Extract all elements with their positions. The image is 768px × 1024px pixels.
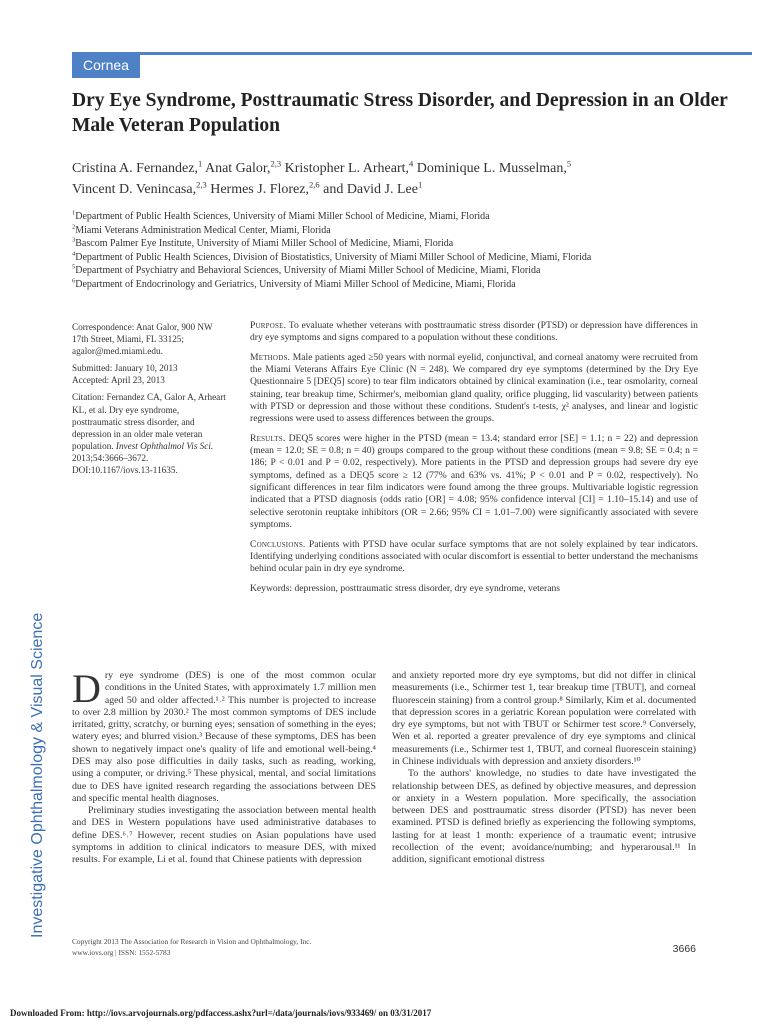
affiliation-text: Miami Veterans Administration Medical Center, Miami, Florida [75,224,331,236]
abstract-results [250,433,698,532]
author: Vincent D. Venincasa, [72,182,197,197]
author-affil-sup: 2,6 [308,179,320,190]
article-title: Dry Eye Syndrome, Posttraumatic Stress Disorder, and Depression in an Older Male Veteran Population [72,90,728,136]
submitted-date: Submitted: January 10, 2013 [72,363,178,374]
abstract-label: Methods. [250,351,291,363]
affiliation-sup: 5 [72,264,76,272]
affiliation [72,237,752,251]
author: Dominique L. Musselman, [416,161,567,176]
author-affil-sup: 1 [417,179,423,190]
author: Kristopher L. Arheart, [284,161,410,176]
affiliation-sup: 4 [72,250,76,258]
download-notice: Downloaded From: http://iovs.arvojournals.org/pdfaccess.ashx?url=/data/journals/iovs/933469/ on 03/31/2017 [10,1008,432,1018]
abstract-label: Results. [250,432,286,444]
citation-journal: Invest Ophthalmol Vis Sci. [115,440,214,451]
body-column-right [392,670,696,867]
abstract-text: To evaluate whether veterans with posttraumatic stress disorder (PTSD) or depression have differences in dry eye symptoms and signs compared to a population without these conditions. [250,320,698,344]
drop-cap: D [72,666,101,711]
top-rule [72,52,752,55]
author: Hermes J. Florez, [210,182,309,197]
keywords: Keywords: depression, posttraumatic stress disorder, dry eye syndrome, veterans [250,582,561,594]
affiliation [72,224,752,238]
author: Anat Galor, [204,161,271,176]
article-meta [72,321,230,481]
affiliation [72,264,752,278]
body-paragraph: To the authors' knowledge, no studies to date have investigated the relationship between DES, as defined by objective measures, and depression or anxiety in a Western population. More specifically, the association between DES and posttraumatic stress disorder (PTSD) has never been examined. PTSD is defined briefly as experiencing the following symptoms, lasting for at least 1 month: experience of a traumatic event; intrusive recollection of the event; avoidance/numbing; and hyperarousal.¹¹ In addition, significant emotional distress [392,768,696,866]
page-number: 3666 [672,943,696,955]
author-affil-sup: 2,3 [270,158,282,169]
affiliation [72,210,752,224]
affiliation-text: Department of Public Health Sciences, University of Miami Miller School of Medicine, Miami, Florida [75,211,490,222]
copyright-footer [72,936,472,958]
abstract-text: DEQ5 scores were higher in the PTSD (mean = 13.4; standard error [SE] = 1.1; n = 22) and depression (mean = 12.0; SE = 0.8; n = 40) groups compared to the group without these conditions (mean = 9.8; SE = 0.4; n = 186; P < 0.01 and P = 0.02, respectively). More patients in the PTSD and depression groups had severe dry eye symptoms, defined as a DEQ5 score ≥ 12 (77% and 63% vs. 41%; P < 0.01 and P = 0.02, respectively). No significant differences in tear film indicators were found among the three groups. Multivariable logistic regression indicated that a PTSD diagnosis (odds ratio [OR] = 4.08; 95% confidence interval [CI] = 1.10–15.14) and use of selective serotonin reuptake inhibitors (OR = 2.66; 95% CI = 1.01–7.00) were significantly associated with severe symptoms. [250,432,698,531]
citation-text: Citation: Fernandez CA, Galor A, Arheart KL, et al. Dry eye syndrome, posttraumatic stress disorder, and depression in an older male veteran population. [72,392,226,451]
correspondence: Correspondence: Anat Galor, 900 NW 17th Street, Miami, FL 33125; agalor@med.miami.edu. [72,322,213,357]
author-affil-sup: 1 [197,158,203,169]
affiliation-sup: 3 [72,236,76,244]
affiliation-sup: 2 [72,223,76,231]
journal-name-vertical: Investigative Ophthalmology & Visual Science [29,612,46,938]
abstract-text: Male patients aged ≥50 years with normal eyelid, conjunctival, and corneal anatomy were recruited from the Miami Veterans Affairs Eye Clinic (N = 248). We compared dry eye symptoms (determined by the Dry Eye Questionnaire 5 [DEQ5] score) to tear film indicators obtained by clinical examination (i.e., tear osmolarity, corneal staining, tear breakup time, Schirmer's, meibomian gland quality, orifice plugging, lid vascularity) between patients with PTSD or depression and those without these conditions. Student's t-tests, χ² analyses, and linear and logistic regressions were used to assess differences between the groups. [250,351,698,425]
affiliation-sup: 6 [72,277,76,285]
citation [72,391,230,476]
affiliation-text: Department of Psychiatry and Behavioral Sciences, University of Miami Miller School of Medicine, Miami, Florida [75,265,541,277]
affiliation-sup: 1 [72,209,76,217]
body-paragraph: and anxiety reported more dry eye symptoms, but did not differ in clinical measurements (i.e., Schirmer test 1, tear breakup time [TBUT], and corneal fluorescein staining) from a control group.⁸ Similarly, Kim et al. documented that depression scores in a geriatric Korean population were correlated with dry eye symptoms, but not with TBUT or Schirmer test score.⁹ Conversely, Wen et al. reported a greater prevalence of dry eye symptoms and clinical measurements (i.e., Schirmer test 1, TBUT, and corneal fluorescein staining) in Chinese individuals with depression and anxiety disorders.¹⁰ [392,670,696,767]
author: Cristina A. Fernandez, [72,161,198,176]
journal-site: www.iovs.org | ISSN: 1552-5783 [72,948,171,957]
abstract-purpose [250,320,698,345]
copyright-text: Copyright 2013 The Association for Research in Vision and Ophthalmology, Inc. [72,937,312,946]
author-affil-sup: 5 [566,158,572,169]
citation-doi: 2013;54:3666–3672. DOI:10.1167/iovs.13-11635. [72,452,178,476]
author-affil-sup: 2,3 [196,179,207,190]
accepted-date: Accepted: April 23, 2013 [72,375,165,386]
abstract [250,320,698,602]
author-affil-sup: 4 [409,158,414,169]
affiliation [72,278,752,292]
affiliation-text: Department of Endocrinology and Geriatrics, University of Miami Miller School of Medicine, Miami, Florida [75,278,516,290]
author: and David J. Lee [323,182,418,197]
affiliation [72,251,752,265]
body-column-left [72,666,376,867]
body-paragraph [72,666,376,805]
affiliation-text: Department of Public Health Sciences, Division of Biostatistics, University of Miami Miller School of Medicine, Miami, Florida [75,251,592,263]
paragraph-text: ry eye syndrome (DES) is one of the most common ocular conditions in the United States, with approximately 1.7 million men aged 50 and older affected.¹˒² This number is projected to increase to over 2.8 million by 2030.² The most common symptoms of DES include irritated, gritty, scratchy, or burning eyes; sensation of something in the eyes; watery eyes; and blurred vision.³ Because of these symptoms, DES has been shown to negatively impact one's quality of life and emotional well-being.⁴ DES may also pose difficulties in daily tasks, such as reading, working, using a computer, or driving.⁵ These physical, mental, and social limitations due to DES have ignited research regarding the associations between DES and specific mental health diagnoses. [72,670,376,804]
abstract-label: Conclusions. [250,538,306,550]
dates [72,362,230,386]
affiliation-text: Bascom Palmer Eye Institute, University of Miami Miller School of Medicine, Miami, Florida [75,238,454,250]
abstract-methods [250,352,698,426]
author-list [72,158,732,200]
abstract-text: Patients with PTSD have ocular surface symptoms that are not solely explained by tear indicators. Identifying underlying conditions associated with ocular discomfort is essential to better understand the mechanisms behind ocular pain in dry eye syndrome. [250,538,698,575]
body-paragraph: Preliminary studies investigating the association between mental health and DES in Western populations have used administrative databases to define DES.⁶˒⁷ However, recent studies on Asian populations have used symptoms in addition to clinical indicators to measure DES, with mixed results. For example, Li et al. found that Chinese patients with depression [72,805,376,866]
abstract-label: Purpose. [250,320,287,331]
affiliations [72,210,752,292]
section-tab: Cornea [72,52,140,78]
abstract-conclusions [250,539,698,576]
